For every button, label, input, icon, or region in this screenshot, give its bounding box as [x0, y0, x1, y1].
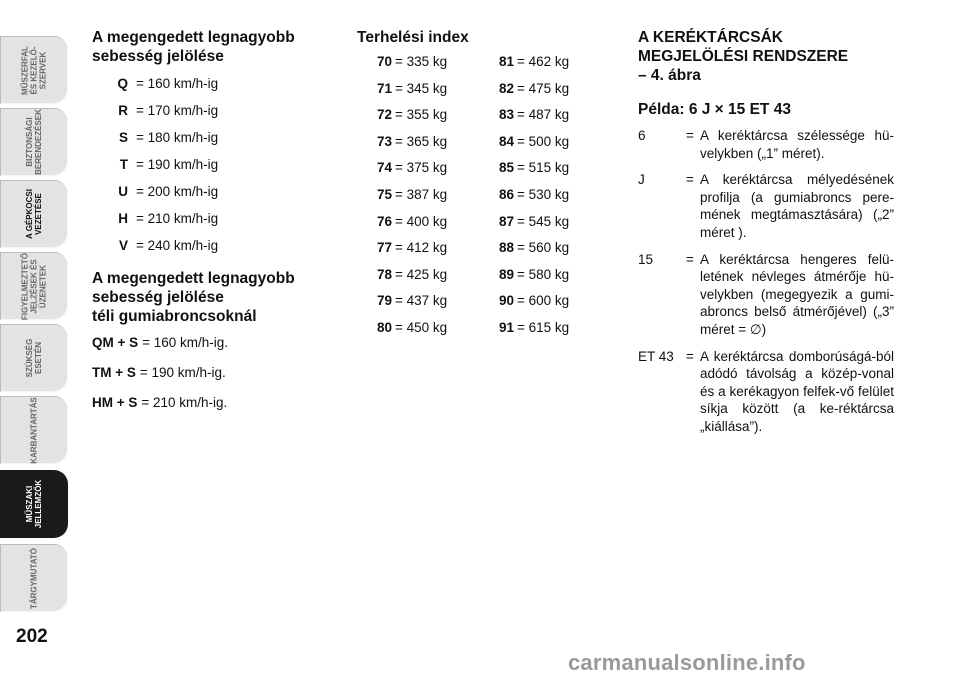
load-code: 72 [376, 107, 392, 123]
list-item [481, 129, 605, 156]
load-value: = 355 kg [395, 107, 448, 123]
list-item [357, 235, 481, 262]
load-value: = 545 kg [517, 213, 570, 229]
load-code: 83 [498, 107, 514, 123]
speed-value: = 190 km/h-ig [136, 157, 219, 172]
load-code: 84 [498, 133, 514, 149]
load-value: = 450 kg [395, 319, 448, 335]
rim-desc: A keréktárcsa mélyedésének profilja (a gumiabroncs pere-mének megtámasztására) („2” méret ). [700, 172, 894, 240]
list-item [638, 171, 894, 241]
load-code: 87 [498, 213, 514, 229]
list-item [357, 288, 481, 315]
load-code: 70 [376, 54, 392, 69]
rim-desc: A keréktárcsa hengeres felü-letének névleges átmérője hü-velykben (megegyezik a gumi-abroncs belső átmérőjével) („3” méret = ∅) [700, 251, 894, 337]
winter-code: HM + S [92, 395, 138, 410]
rim-desc: A keréktárcsa domborúságá-ból adódó távolság a közép-vonal és a kerékagyon felfek-vő felület síkja között (a ke-réktárcsa „kiállása”). [700, 348, 894, 434]
list-item [357, 315, 481, 342]
speed-heading: A megengedett legnagyobb sebesség jelölése [92, 29, 295, 65]
tab-label: MŰSZAKI JELLEMZŐK [25, 479, 43, 529]
tab-label: A GÉPKOCSI VEZETÉSE [25, 189, 43, 239]
list-item [357, 102, 481, 129]
tab-vezetese[interactable] [0, 180, 68, 248]
load-code: 71 [376, 80, 392, 96]
speed-code: U [118, 184, 128, 199]
list-item [481, 315, 605, 342]
load-code: 91 [498, 319, 514, 335]
load-list-right [481, 49, 605, 342]
rim-column [638, 28, 894, 445]
winter-value: = 160 km/h-ig. [142, 335, 229, 350]
speed-code: V [118, 238, 128, 253]
speed-list [92, 70, 332, 259]
list-item [357, 182, 481, 209]
list-item [357, 155, 481, 182]
winter-heading-1: A megengedett legnagyobb [92, 270, 295, 287]
list-item [92, 358, 332, 388]
load-code: 81 [498, 54, 514, 69]
speed-code: R [118, 103, 128, 118]
tab-label: SZÜKSÉG ESETÉN [25, 338, 43, 378]
list-item [638, 251, 894, 339]
list-item [357, 49, 481, 76]
rim-key: ET 43 [638, 348, 674, 364]
tab-figyelmezteto[interactable] [0, 252, 68, 320]
load-code: 90 [498, 293, 514, 309]
tab-muszaki[interactable] [0, 470, 68, 538]
speed-code: Q [117, 76, 128, 91]
list-item [357, 262, 481, 289]
load-value: = 487 kg [517, 107, 570, 123]
list-item [481, 288, 605, 315]
speed-value: = 160 km/h-ig [136, 76, 219, 91]
list-item [481, 155, 605, 182]
list-item [481, 102, 605, 129]
list-item [92, 178, 332, 205]
list-item [92, 97, 332, 124]
list-item [481, 182, 605, 209]
list-item [92, 328, 332, 358]
speed-value: = 240 km/h-ig [136, 238, 219, 253]
load-value: = 425 kg [395, 266, 448, 282]
load-value: = 580 kg [517, 266, 570, 282]
list-item [92, 388, 332, 418]
speed-value: = 210 km/h-ig [136, 211, 219, 226]
list-item [638, 348, 894, 436]
winter-list [92, 328, 332, 418]
load-code: 77 [376, 240, 392, 256]
speed-column [92, 28, 332, 418]
load-code: 80 [376, 319, 392, 335]
list-item [481, 209, 605, 236]
equals-sign: = [686, 251, 694, 267]
tab-muszerfal[interactable] [0, 36, 68, 104]
tab-label: TÁRGYMUTATÓ [29, 547, 39, 609]
page-number: 202 [16, 626, 48, 647]
tab-karbantartas[interactable] [0, 396, 68, 464]
load-value: = 615 kg [517, 319, 570, 335]
load-value: = 515 kg [517, 160, 570, 176]
rim-items [638, 127, 894, 436]
speed-value: = 200 km/h-ig [136, 184, 219, 199]
list-item [92, 70, 332, 97]
rim-example: Példa: 6 J × 15 ET 43 [638, 101, 791, 118]
load-value: = 412 kg [395, 240, 448, 256]
winter-code: TM + S [92, 365, 136, 380]
load-code: 79 [376, 293, 392, 309]
load-value: = 345 kg [395, 80, 448, 96]
speed-value: = 180 km/h-ig [136, 130, 219, 145]
rim-key: 6 [638, 128, 646, 143]
equals-sign: = [686, 128, 694, 143]
winter-value: = 210 km/h-ig. [141, 395, 228, 410]
load-code: 88 [498, 240, 514, 256]
load-value: = 530 kg [517, 186, 570, 202]
list-item [357, 76, 481, 103]
load-value: = 387 kg [395, 186, 448, 202]
speed-value: = 170 km/h-ig [136, 103, 219, 118]
load-column [357, 28, 617, 342]
tab-label: MŰSZERFAL ÉS KEZELŐ- SZERVEK [20, 45, 48, 95]
load-value: = 437 kg [395, 293, 448, 309]
winter-heading-2: sebesség jelölése [92, 289, 224, 306]
speed-code: S [118, 130, 128, 145]
tab-label: KARBANTARTÁS [29, 396, 39, 464]
winter-section [92, 269, 332, 418]
load-code: 89 [498, 266, 514, 282]
equals-sign: = [686, 348, 694, 364]
watermark: carmanualsonline.info [568, 650, 806, 675]
load-value: = 335 kg [395, 54, 448, 69]
rim-heading-3: – 4. ábra [638, 67, 701, 84]
winter-heading-3: téli gumiabroncsoknál [92, 308, 257, 325]
load-code: 76 [376, 213, 392, 229]
tab-biztonsagi[interactable] [0, 108, 68, 176]
tab-label: FIGYELMEZTETŐ JELZÉSEK ÉS ÜZENETEK [20, 252, 48, 320]
rim-desc: A keréktárcsa szélessége hü-velykben („1” méret). [700, 128, 894, 161]
winter-value: = 190 km/h-ig. [139, 365, 226, 380]
list-item [481, 235, 605, 262]
load-value: = 375 kg [395, 160, 448, 176]
rim-heading-2: MEGJELÖLÉSI RENDSZERE [638, 48, 849, 65]
winter-code: QM + S [92, 335, 139, 350]
list-item [92, 124, 332, 151]
tab-label: BIZTONSÁGI BERENDEZÉSEK [25, 109, 43, 175]
load-code: 86 [498, 186, 514, 202]
load-value: = 560 kg [517, 240, 570, 256]
load-value: = 475 kg [517, 80, 570, 96]
list-item [357, 209, 481, 236]
tab-szukseg[interactable] [0, 324, 68, 392]
speed-code: T [119, 157, 128, 172]
load-value: = 365 kg [395, 133, 448, 149]
load-code: 82 [498, 80, 514, 96]
load-value: = 462 kg [517, 54, 570, 69]
list-item [92, 232, 332, 259]
load-code: 73 [376, 133, 392, 149]
rim-heading-1: A KERÉKTÁRCSÁK [638, 29, 783, 46]
rim-key: 15 [638, 251, 654, 267]
load-list-left [357, 49, 481, 342]
list-item [92, 205, 332, 232]
load-value: = 400 kg [395, 213, 448, 229]
load-code: 74 [376, 160, 392, 176]
load-code: 85 [498, 160, 514, 176]
list-item [481, 49, 605, 76]
load-heading: Terhelési index [357, 29, 469, 46]
load-code: 75 [376, 186, 392, 202]
speed-code: H [118, 211, 128, 226]
load-code: 78 [376, 266, 392, 282]
load-value: = 600 kg [517, 293, 570, 309]
list-item [92, 151, 332, 178]
list-item [357, 129, 481, 156]
load-value: = 500 kg [517, 133, 570, 149]
list-item [481, 76, 605, 103]
load-table [357, 49, 617, 342]
list-item [638, 127, 894, 162]
list-item [481, 262, 605, 289]
rim-key: J [638, 172, 645, 188]
equals-sign: = [686, 172, 694, 188]
tab-targymutato[interactable] [0, 544, 68, 612]
